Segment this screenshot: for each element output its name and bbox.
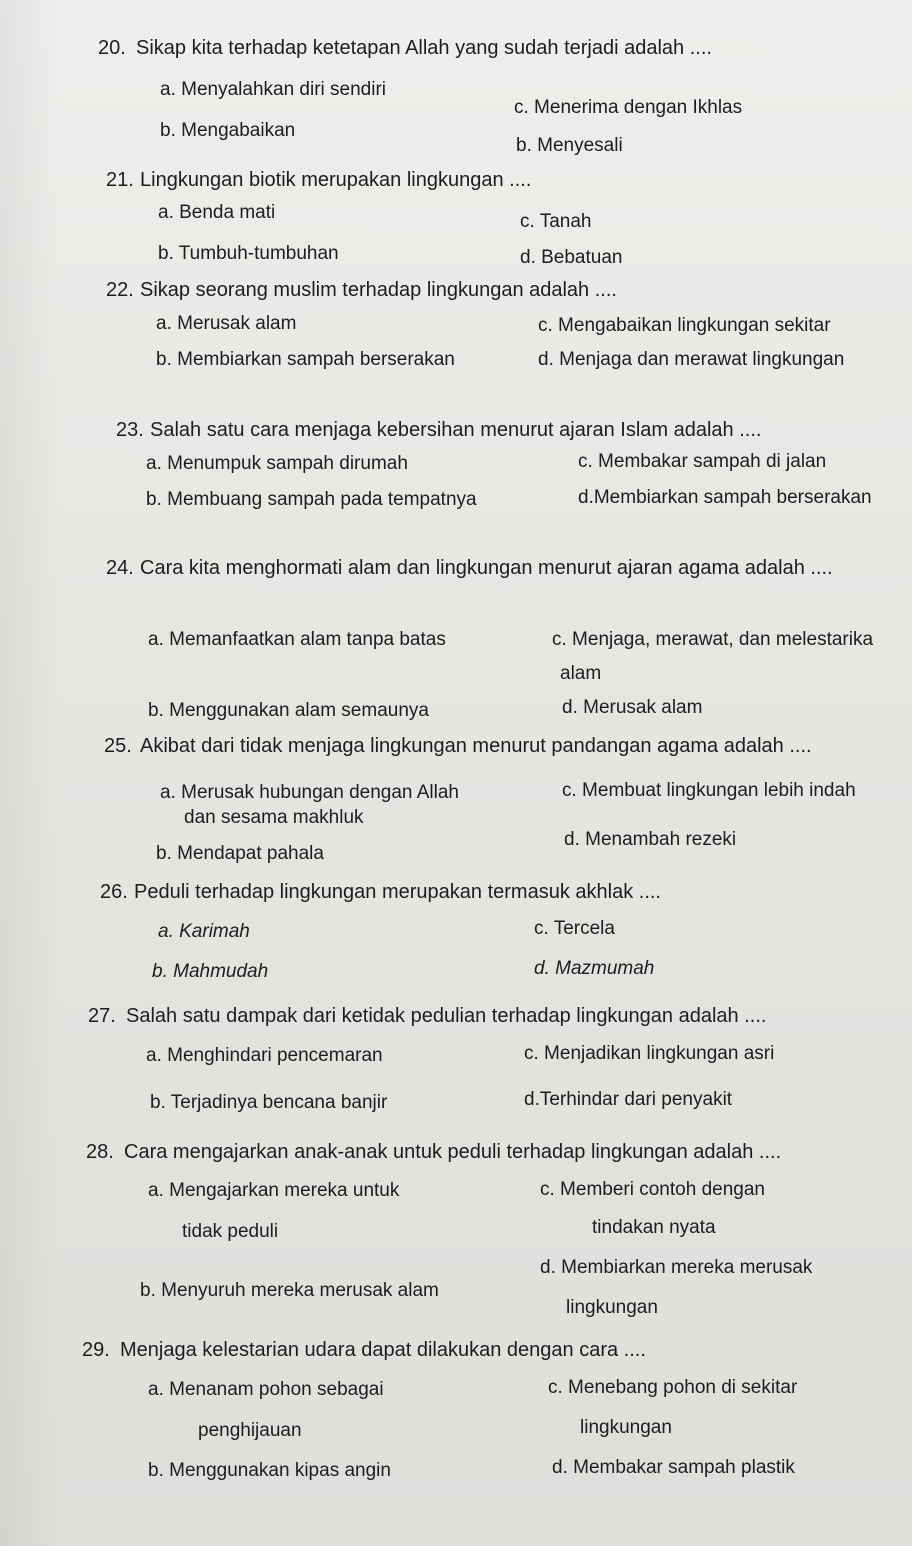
question-text: Lingkungan biotik merupakan lingkungan .... xyxy=(140,169,532,191)
option-c: c. Tanah xyxy=(520,211,592,232)
option-d: d.Membiarkan sampah berserakan xyxy=(578,487,872,508)
option-d: d.Terhindar dari penyakit xyxy=(524,1089,733,1110)
option-b: b. Membiarkan sampah berserakan xyxy=(156,349,455,370)
option-a: a. Memanfaatkan alam tanpa batas xyxy=(148,629,446,650)
question-number: 25. xyxy=(104,735,132,757)
option-d: d. Mazmumah xyxy=(534,958,655,979)
option-b: b. Membuang sampah pada tempatnya xyxy=(146,489,477,510)
option-a: a. Menumpuk sampah dirumah xyxy=(146,453,408,474)
question-number: 27. xyxy=(88,1005,116,1027)
page-shadow xyxy=(0,0,60,1546)
option-a: a. Menyalahkan diri sendiri xyxy=(160,79,387,100)
option-d: d. Merusak alam xyxy=(562,697,703,718)
option-a: a. Merusak hubungan dengan Allah xyxy=(160,782,459,803)
option-c-continued: alam xyxy=(560,663,602,684)
option-a-continued: dan sesama makhluk xyxy=(184,807,364,828)
option-d: d. Bebatuan xyxy=(520,247,623,268)
option-a-continued: penghijauan xyxy=(198,1420,302,1441)
option-b: b. Mengabaikan xyxy=(160,120,296,141)
option-d: d. Menambah rezeki xyxy=(564,829,737,850)
question-text: Menjaga kelestarian udara dapat dilakukan dengan cara .... xyxy=(120,1339,646,1361)
option-b: b. Menggunakan kipas angin xyxy=(148,1460,391,1481)
option-c: c. Menjadikan lingkungan asri xyxy=(524,1043,775,1064)
question-number: 23. xyxy=(116,419,144,441)
question-text: Cara mengajarkan anak-anak untuk peduli terhadap lingkungan adalah .... xyxy=(124,1141,782,1163)
option-a: a. Menanam pohon sebagai xyxy=(148,1379,384,1400)
question-text: Peduli terhadap lingkungan merupakan termasuk akhlak .... xyxy=(134,881,661,903)
option-b: b. Mahmudah xyxy=(152,961,269,982)
option-a: a. Karimah xyxy=(158,921,250,942)
question-number: 28. xyxy=(86,1141,114,1163)
question-number: 22. xyxy=(106,279,134,301)
option-c-continued: lingkungan xyxy=(580,1417,672,1438)
question-number: 26. xyxy=(100,881,128,903)
option-c: c. Menjaga, merawat, dan melestarika xyxy=(552,629,874,650)
option-c: c. Menerima dengan Ikhlas xyxy=(514,97,743,118)
question-number: 20. xyxy=(98,37,126,59)
question-text: Sikap kita terhadap ketetapan Allah yang sudah terjadi adalah .... xyxy=(136,37,712,59)
option-c: c. Mengabaikan lingkungan sekitar xyxy=(538,315,831,336)
question-text: Cara kita menghormati alam dan lingkungan menurut ajaran agama adalah .... xyxy=(140,557,833,579)
option-c: c. Memberi contoh dengan xyxy=(540,1179,765,1200)
question-text: Salah satu dampak dari ketidak pedulian terhadap lingkungan adalah .... xyxy=(126,1005,767,1027)
question-text: Akibat dari tidak menjaga lingkungan menurut pandangan agama adalah .... xyxy=(140,735,812,757)
option-a-continued: tidak peduli xyxy=(182,1221,279,1242)
option-d: d. Membakar sampah plastik xyxy=(552,1457,795,1478)
option-a: a. Benda mati xyxy=(158,202,276,223)
option-b: b. Terjadinya bencana banjir xyxy=(150,1092,388,1113)
option-b: b. Mendapat pahala xyxy=(156,843,324,864)
option-c: c. Membakar sampah di jalan xyxy=(578,451,827,472)
option-d: b. Menyesali xyxy=(516,135,623,156)
option-d: d. Membiarkan mereka merusak xyxy=(540,1257,813,1278)
option-c: c. Tercela xyxy=(534,918,615,939)
option-b: b. Menggunakan alam semaunya xyxy=(148,700,429,721)
option-d-continued: lingkungan xyxy=(566,1297,658,1318)
option-c: c. Menebang pohon di sekitar xyxy=(548,1377,798,1398)
question-number: 21. xyxy=(106,169,134,191)
question-number: 29. xyxy=(82,1339,110,1361)
question-number: 24. xyxy=(106,557,134,579)
option-c: c. Membuat lingkungan lebih indah xyxy=(562,780,856,801)
option-a: a. Merusak alam xyxy=(156,313,297,334)
question-text: Sikap seorang muslim terhadap lingkungan adalah .... xyxy=(140,279,617,301)
option-b: b. Menyuruh mereka merusak alam xyxy=(140,1280,439,1301)
option-c-continued: tindakan nyata xyxy=(592,1217,716,1238)
option-b: b. Tumbuh-tumbuhan xyxy=(158,243,339,264)
option-d: d. Menjaga dan merawat lingkungan xyxy=(538,349,845,370)
question-text: Salah satu cara menjaga kebersihan menurut ajaran Islam adalah .... xyxy=(150,419,762,441)
option-a: a. Mengajarkan mereka untuk xyxy=(148,1180,400,1201)
option-a: a. Menghindari pencemaran xyxy=(146,1045,383,1066)
